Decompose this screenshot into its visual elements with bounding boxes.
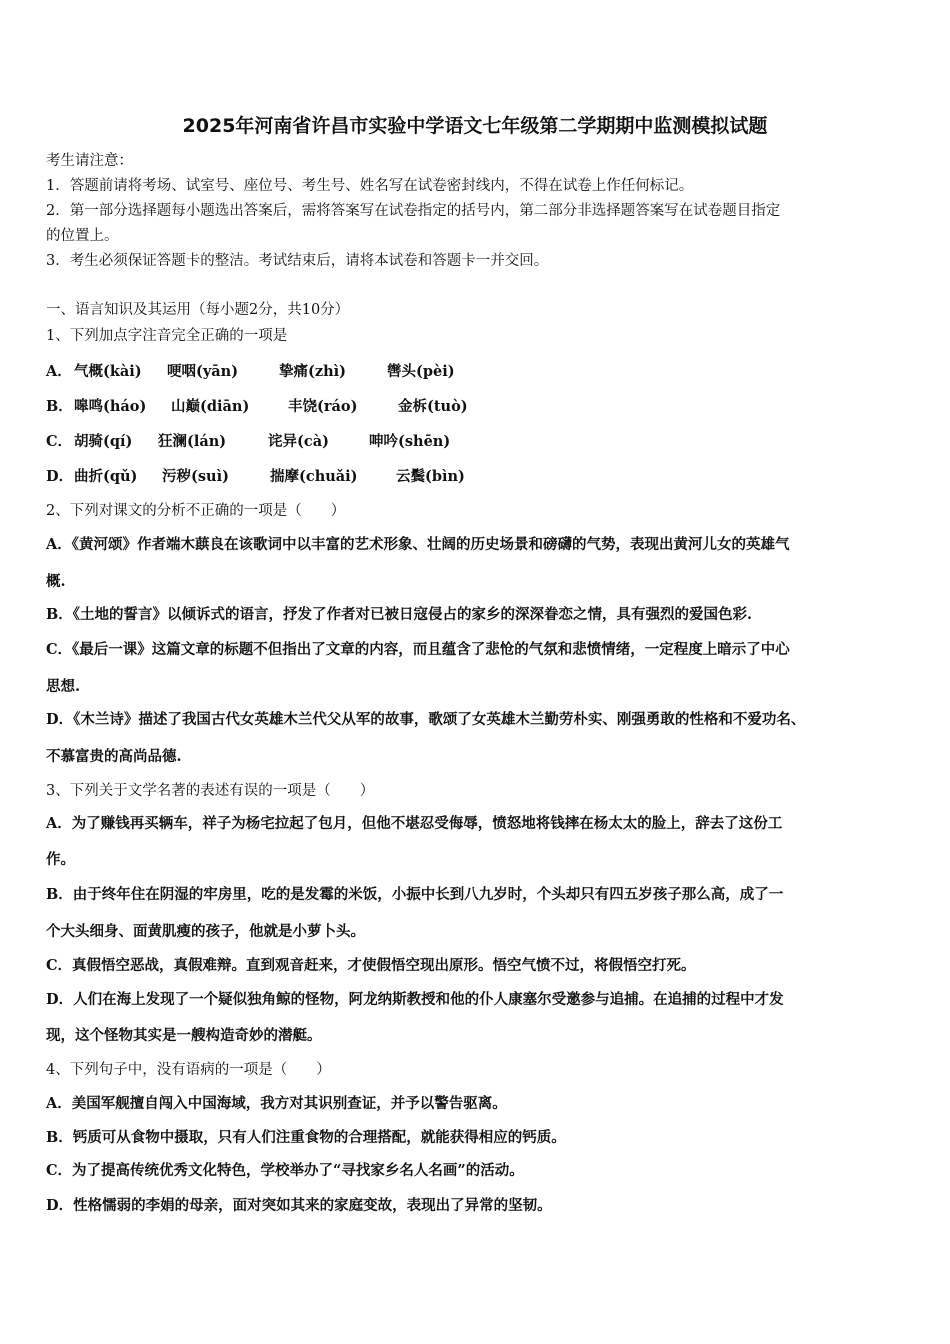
option-text: 不慕富贵的高尚品德. [46, 748, 182, 765]
question-stem: 1、下列加点字注音完全正确的一项是 [46, 328, 288, 344]
option-item: 狂澜(lán) [158, 433, 227, 450]
option-text: A．美国军舰擅自闯入中国海域，我方对其识别查证，并予以警告驱离。 [46, 1095, 507, 1112]
option-text: 概. [46, 573, 66, 590]
option-item: 辔头(pèi) [387, 363, 455, 380]
question-stem: 4、下列句子中，没有语病的一项是（ ） [46, 1062, 331, 1078]
option-label: B． [46, 398, 73, 415]
option-item: 胡骑(qí) [74, 433, 133, 450]
option-text: D．性格懦弱的李娟的母亲，面对突如其来的家庭变故，表现出了异常的坚韧。 [46, 1197, 552, 1214]
option-text: D．人们在海上发现了一个疑似独角鲸的怪物，阿龙纳斯教授和他的仆人康塞尔受邀参与追捕。在追捕的过程中才发 [46, 991, 784, 1008]
option-text: C．真假悟空恶战，真假难辩。直到观音赶来，才使假悟空现出原形。悟空气愤不过，将假悟空打死。 [46, 957, 696, 974]
option-text: A．《黄河颂》作者端木蕻良在该歌词中以丰富的艺术形象、壮阔的历史场景和磅礴的气势，表现出黄河儿女的英雄气 [46, 536, 790, 553]
option-item: 气概(kài) [74, 363, 142, 380]
option-item: 诧异(cà) [268, 433, 329, 450]
question-stem: 2、下列对课文的分析不正确的一项是（ ） [46, 503, 346, 519]
option-text: 现，这个怪物其实是一艘构造奇妙的潜艇。 [46, 1027, 322, 1044]
notice-heading: 考生请注意： [46, 153, 133, 169]
option-item: 金柝(tuò) [398, 398, 468, 415]
option-text: B．钙质可从食物中摄取，只有人们注重食物的合理搭配，就能获得相应的钙质。 [46, 1129, 566, 1146]
option-text: A．为了赚钱再买辆车，祥子为杨宅拉起了包月，但他不堪忍受侮辱，愤怒地将钱摔在杨太太的脸上，辞去了这份工 [46, 815, 783, 832]
option-label: C． [46, 433, 73, 450]
option-text: 个大头细身、面黄肌瘦的孩子，他就是小萝卜头。 [46, 923, 365, 940]
option-item: 嗥鸣(háo) [74, 398, 147, 415]
section-heading: 一、语言知识及其运用（每小题2分，共10分） [46, 302, 350, 318]
option-text: C．为了提高传统优秀文化特色，学校举办了“寻找家乡名人名画”的活动。 [46, 1162, 524, 1179]
option-item: 揣摩(chuǎi) [270, 468, 358, 485]
option-label: A． [46, 363, 72, 380]
option-label: D． [46, 468, 74, 485]
page-title: 2025年河南省许昌市实验中学语文七年级第二学期期中监测模拟试题 [182, 115, 768, 137]
option-item: 山巅(diān) [171, 398, 250, 415]
option-text: B．《土地的誓言》以倾诉式的语言，抒发了作者对已被日寇侵占的家乡的深深眷恋之情，具有强烈的爱国色彩. [46, 606, 753, 623]
question-stem: 3、下列关于文学名著的表述有误的一项是（ ） [46, 783, 375, 799]
option-text: C．《最后一课》这篇文章的标题不但指出了文章的内容，而且蕴含了悲怆的气氛和悲愤情绪，一定程度上暗示了中心 [46, 641, 790, 658]
option-item: 呻吟(shēn) [369, 433, 451, 450]
notice-item: 的位置上。 [46, 228, 119, 244]
option-item: 哽咽(yān) [167, 363, 239, 380]
notice-item: 1．答题前请将考场、试室号、座位号、考生号、姓名写在试卷密封线内，不得在试卷上作任何标记。 [46, 178, 694, 194]
option-text: 作。 [46, 851, 75, 868]
option-item: 污秽(suì) [162, 468, 229, 485]
option-item: 挚痛(zhì) [279, 363, 347, 380]
option-item: 曲折(qǔ) [74, 468, 138, 485]
option-item: 云鬓(bìn) [396, 468, 465, 485]
notice-item: 2．第一部分选择题每小题选出答案后，需将答案写在试卷指定的括号内，第二部分非选择题答案写在试卷题目指定 [46, 203, 781, 219]
notice-item: 3．考生必须保证答题卡的整洁。考试结束后，请将本试卷和答题卡一并交回。 [46, 253, 549, 269]
option-text: 思想. [46, 678, 81, 695]
option-text: B．由于终年住在阴湿的牢房里，吃的是发霉的米饭，小振中长到八九岁时，个头却只有四五岁孩子那么高，成了一 [46, 886, 784, 903]
option-text: D．《木兰诗》描述了我国古代女英雄木兰代父从军的故事，歌颂了女英雄木兰勤劳朴实、刚强勇敢的性格和不爱功名、 [46, 711, 806, 728]
option-item: 丰饶(ráo) [288, 398, 358, 415]
